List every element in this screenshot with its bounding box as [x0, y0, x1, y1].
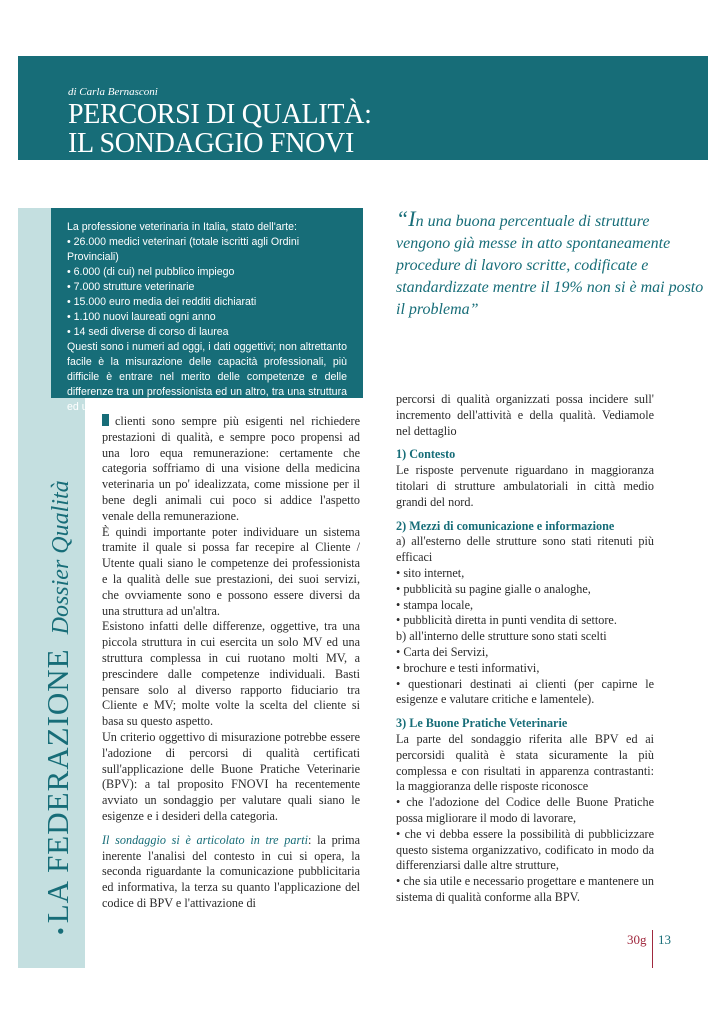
section-heading: 3) Le Buone Pratiche Veterinarie — [396, 716, 568, 731]
header-band — [18, 56, 708, 160]
author-byline: di Carla Bernasconi — [68, 86, 158, 98]
facts-list — [67, 235, 347, 340]
section-label-vertical — [40, 480, 76, 935]
page-number: 13 — [658, 932, 671, 947]
subsection-name: Dossier Qualità — [48, 480, 74, 635]
facts-item: • 6.000 (di cui) nel pubblico impiego — [67, 265, 347, 280]
list-item: • che l'adozione del Codice delle Buone Pratiche possa migliorare il modo di lavorare, — [396, 795, 654, 825]
section-heading: 1) Contesto — [396, 447, 456, 462]
facts-item: • 7.000 strutture veterinarie — [67, 280, 347, 295]
paragraph: Un criterio oggettivo di misurazione potrebbe essere l'adozione di percorsi di qualità certificati sull'applicazione delle Buone Pratiche Veterinarie (BPV): a tal proposito FNOVI ha recentemente avviato un sondaggio per valutare quali siano le esigenze e i desideri della categoria. — [102, 729, 360, 823]
right-column — [396, 392, 654, 906]
pull-quote — [396, 208, 706, 321]
drop-cap-mark — [102, 414, 109, 426]
title-line-2: IL SONDAGGIO FNOVI — [68, 128, 354, 159]
list-item: • stampa locale, — [396, 597, 474, 612]
paragraph: b) all'interno delle strutture sono stati scelti — [396, 629, 607, 644]
list-item: • questionari destinati ai clienti (per capirne le esigenze e valutare critiche e lamentele). — [396, 676, 654, 707]
italic-lead: Il sondaggio si è articolato in tre parti — [102, 832, 308, 847]
section-name: LA FEDERAZIONE — [40, 648, 75, 924]
paragraph — [102, 414, 360, 525]
paragraph: a) all'esterno delle strutture sono stati ritenuti più efficaci — [396, 534, 654, 565]
page-label-left: 30g — [627, 932, 647, 947]
paragraph: Esistono infatti delle differenze, oggettive, tra una piccola struttura in cui esercita un solo MV ed una struttura complessa in cui ruotano molti MV, a prescindere dalle competenze individuali. Basti pensare solo al diverso rapporto fiduciario tra Cliente e MV; molte volte la scelta del cliente si basa su questo aspetto. — [102, 619, 360, 729]
title-line-1: PERCORSI DI QUALITÀ: — [68, 99, 372, 130]
list-item: • pubblicità diretta in punti vendita di settore. — [396, 613, 617, 628]
facts-closing: Questi sono i numeri ad oggi, i dati oggettivi; non altrettanto facile è la misurazione delle capacità professionali, più difficile è entrare nel merito delle competenze e delle differenze tra un professionista ed un altro, tra una struttura ed un'altra. — [67, 341, 347, 413]
facts-item: • 15.000 euro media dei redditi dichiarati — [67, 295, 347, 310]
facts-intro: La professione veterinaria in Italia, stato dell'arte: — [67, 221, 297, 233]
paragraph: Le risposte pervenute riguardano in maggioranza titolari di strutture ambulatoriali in città medio grandi del nord. — [396, 463, 654, 509]
paragraph: percorsi di qualità organizzati possa incidere sull' incremento dell'attività e della qualità. Vediamole nel dettaglio — [396, 392, 654, 438]
facts-item: • 14 sedi diverse di corso di laurea — [67, 325, 347, 340]
paragraph-text: clienti sono sempre più esigenti nel richiedere prestazioni di qualità, e sempre poco propensi ad una loro equa remunerazione: certamente che categoria soffriamo di una visione della medicina veterinaria un po' idealizzata, come missione per il bene degli animali cui poco si addice l'aspetto venale della remunerazione. — [102, 414, 360, 523]
list-item: • che sia utile e necessario progettare e mantenere un sistema di qualità conforme alla BPV. — [396, 874, 654, 904]
quote-open: “I — [396, 206, 416, 231]
list-item: • sito internet, — [396, 565, 465, 580]
paragraph: È quindi importante poter individuare un sistema tramite il quale si possa far recepire al Cliente / Utente quali siano le competenze dei professionista e la qualità delle sue prestazioni, dei suoi servizi, che ovviamente sono e possono essere diversi da una struttura ad un'altra. — [102, 524, 360, 618]
list-item: • che vi debba essere la possibilità di pubblicizzare questo sistema organizzativo, codificato in modo da differenziarsi dalle altre strutture, — [396, 826, 654, 873]
article-title — [68, 100, 688, 158]
list-item: • pubblicità su pagine gialle o analoghe, — [396, 581, 591, 596]
page-divider — [652, 930, 653, 968]
facts-box — [51, 208, 363, 413]
section-bullet: • — [48, 927, 73, 935]
list-item: • brochure e testi informativi, — [396, 660, 540, 675]
section-heading: 2) Mezzi di comunicazione e informazione — [396, 518, 615, 533]
list-item: • Carta dei Servizi, — [396, 644, 489, 659]
facts-item: • 26.000 medici veterinari (totale iscritti agli Ordini Provinciali) — [67, 235, 347, 265]
facts-item: • 1.100 nuovi laureati ogni anno — [67, 310, 347, 325]
left-column — [102, 414, 360, 912]
paragraph-text: : la prima inerente l'analisi del contesto in cui si opera, la seconda riguardante la comunicazione pubblicitaria ed informativa, la terza su quanto l'applicazione del codice di BPV e l'attivazione di — [102, 832, 361, 910]
paragraph — [102, 833, 360, 912]
quote-text: n una buona percentuale di strutture vengono già messe in atto spontaneamente procedure di lavoro scritte, codificate e standardizzate mentre il 19% non si è mai posto il problema” — [396, 213, 704, 318]
paragraph: La parte del sondaggio riferita alle BPV ed ai percorsidi qualità è stata sicuramente la più complessa e con risultati in apparenza contrastanti: la maggioranza delle risposte riconosce — [396, 731, 654, 794]
